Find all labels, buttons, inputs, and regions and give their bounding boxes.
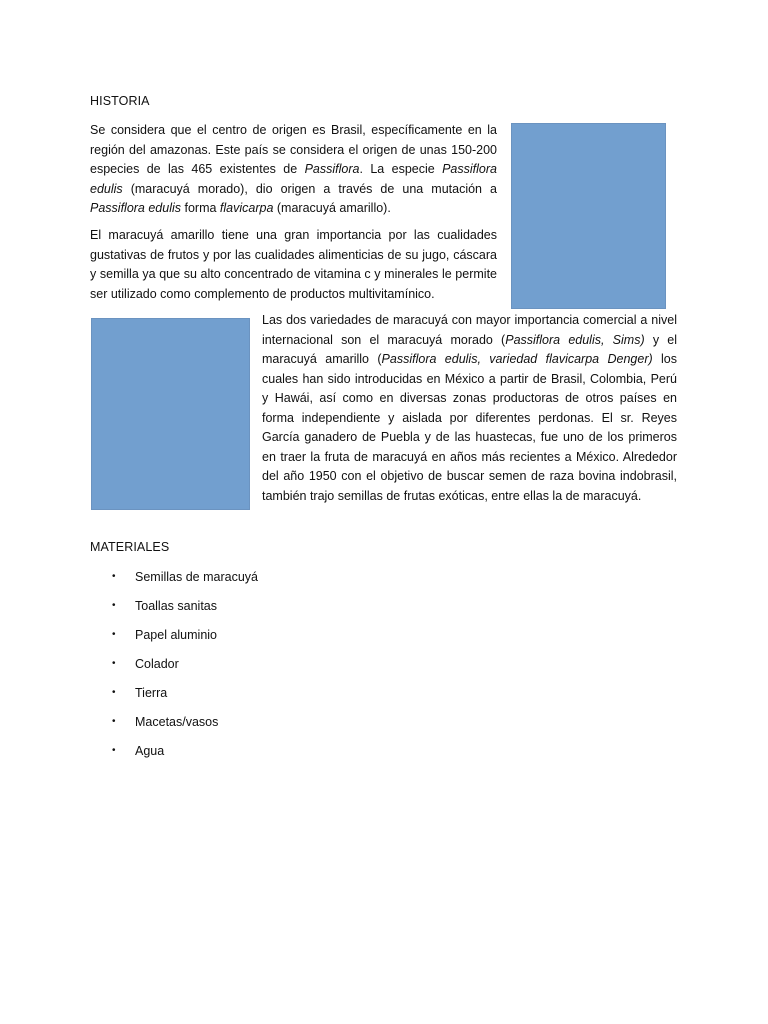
bullet: • (112, 745, 116, 756)
bullet: • (112, 716, 116, 727)
list-item-label: Semillas de maracuyá (135, 570, 258, 584)
list-item-label: Macetas/vasos (135, 715, 219, 729)
italic-term: Passiflora (304, 162, 360, 176)
bullet: • (112, 687, 116, 698)
text-run: Las dos variedades de maracuyá con mayor importancia comercial a nivel internacional son el maracuyá morado ( (262, 313, 677, 347)
text-run: forma (181, 201, 220, 215)
historia-heading: HISTORIA (90, 94, 150, 108)
historia-paragraph-2: El maracuyá amarillo tiene una gran importancia por las cualidades gustativas de frutos y por las cualidades alimenticias de su jugo, cáscara y semilla ya que su alto concentrado de vitamina c y minerales le permite ser utilizado como complemento de productos multivitamínico. (90, 228, 497, 301)
image-placeholder-left (91, 318, 250, 510)
historia-paragraph-1 (90, 121, 497, 219)
text-run: . La especie (359, 162, 443, 176)
text-run: (maracuyá amarillo). (273, 201, 391, 215)
italic-term: Passiflora edulis, variedad flavicarpa Denger) (381, 352, 653, 366)
italic-term: Passiflora edulis (90, 201, 182, 215)
image-placeholder-right (511, 123, 666, 309)
historia-paragraph-3 (262, 311, 677, 506)
text-run: los cuales han sido introducidas en México a partir de Brasil, Colombia, Perú y Hawái, así como en diversas zonas productoras de otros países en forma independiente y aislada por diferentes perdonas. El sr. Reyes García ganadero de Puebla y de las huastecas, fue uno de los primeros en traer la fruta de maracuyá en años más recientes a México. Alrededor del año 1950 con el objetivo de buscar semen de raza bovina indobrasil, también trajo semillas de frutas exóticas, entre ellas la de maracuyá. (262, 352, 678, 503)
text-run: (maracuyá morado), dio origen a través de una mutación a (122, 181, 497, 196)
list-item-label: Colador (135, 657, 179, 671)
bullet: • (112, 571, 116, 582)
bullet: • (112, 629, 116, 640)
bullet: • (112, 658, 116, 669)
list-item-label: Tierra (135, 686, 168, 700)
bullet: • (112, 600, 116, 611)
text-run: Se considera que el centro de origen es Brasil, específicamente en la región del amazonas. Este país se considera el origen de unas 150-200 especies de las 465 existentes de (90, 123, 497, 176)
list-item-label: Papel aluminio (135, 628, 217, 642)
italic-term: Passiflora edulis, Sims) (505, 332, 645, 347)
list-item-label: Toallas sanitas (135, 599, 217, 613)
list-item-label: Agua (135, 744, 165, 758)
italic-term: flavicarpa (219, 201, 274, 215)
text-run: y el maracuyá amarillo ( (262, 332, 677, 366)
materiales-heading: MATERIALES (90, 540, 170, 554)
italic-term: Passiflora edulis (90, 162, 497, 196)
